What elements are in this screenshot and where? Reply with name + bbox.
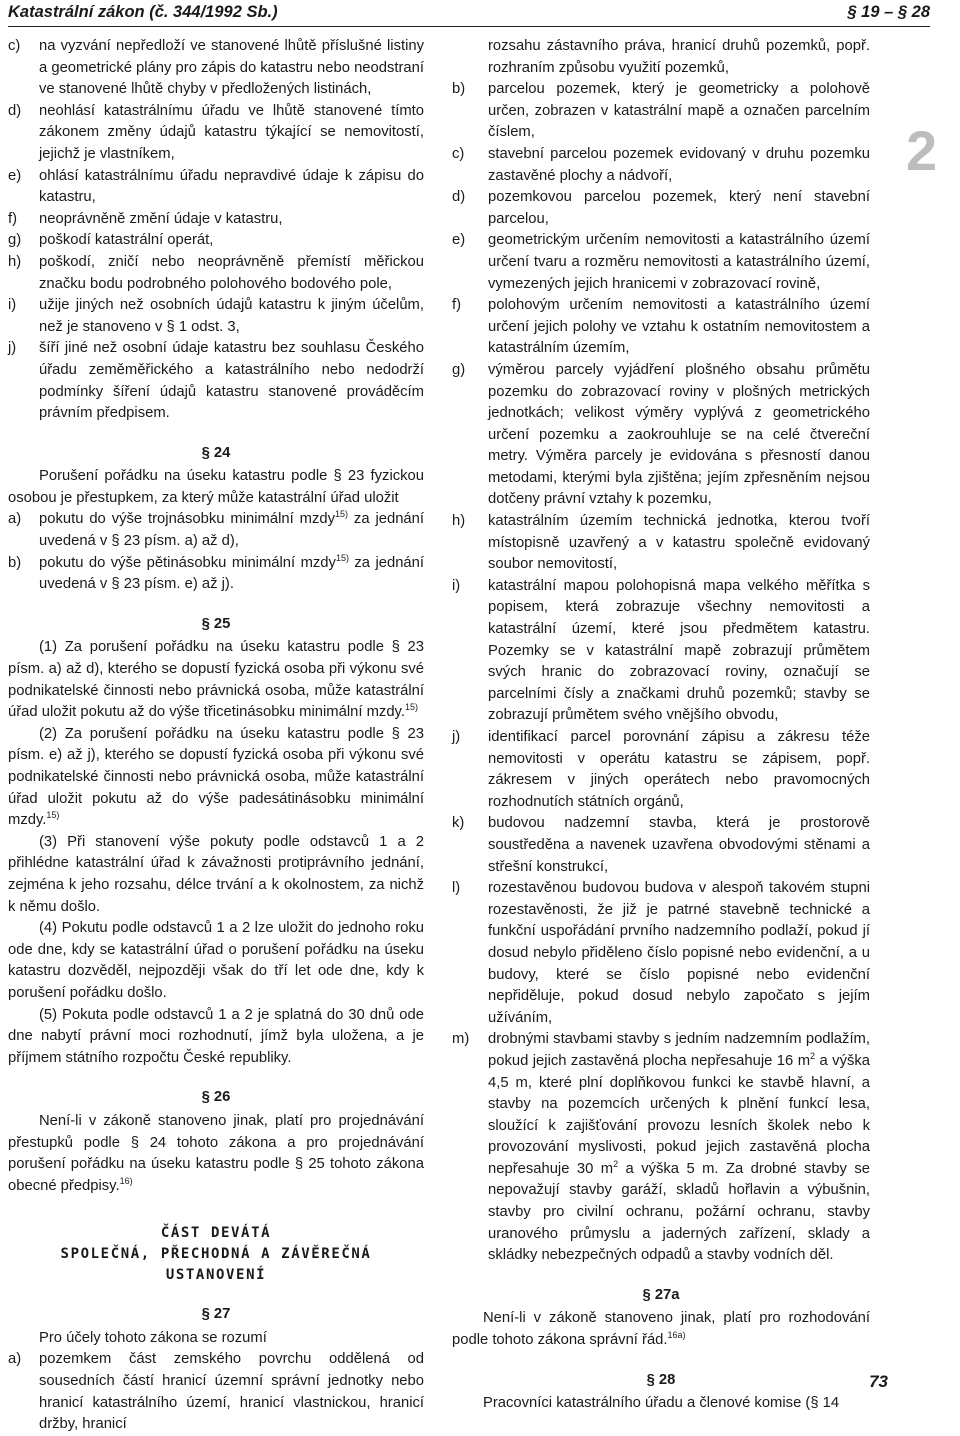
- list-item: [452, 576, 870, 727]
- footnote-ref: 15): [46, 810, 60, 821]
- item-marker: i): [8, 297, 17, 314]
- item-marker: b): [452, 81, 466, 98]
- list-item: [8, 209, 424, 231]
- list-item: [8, 295, 424, 338]
- item-text: katastrálním územím technická jednotka, kterou tvoří místopisně uzavřený a v katastru společně evidovaný soubor nemovitostí,: [488, 513, 870, 573]
- section-title-26: § 26: [201, 1089, 231, 1106]
- running-header: [8, 0, 930, 27]
- list-item-continuation: [452, 36, 870, 79]
- item-marker: f): [8, 210, 18, 227]
- item-text: na vyzvání nepředloží ve stanovené lhůtě příslušné listiny a geometrické plány pro zápis do katastru nebo neodstraní ve stanovené lhůtě chyby v předložených listinách,: [39, 38, 424, 98]
- right-column: [452, 36, 870, 1415]
- item-text: neohlásí katastrálnímu úřadu ve lhůtě stanovené tímto zákonem změny údajů katastru týkající se nemovitostí, jejichž je vlastníkem,: [39, 102, 424, 162]
- paragraph: [452, 1308, 870, 1351]
- item-text: pozemkovou parcelou pozemek, který není stavební parcelou,: [488, 189, 870, 227]
- item-text: rozsahu zástavního práva, hranicí druhů pozemků, popř. rozhraním způsobu využití pozemků,: [488, 38, 870, 76]
- item-marker: k): [452, 815, 465, 832]
- paragraph: Pracovníci katastrálního úřadu a členové komise (§ 14: [483, 1395, 840, 1412]
- item-text: za jednání uvedená v § 23 písm. a) až d),: [39, 511, 424, 550]
- paragraph-text: Není-li v zákoně stanoveno jinak, platí pro projednávání přestupků podle § 24 tohoto zákona a pro projednávání porušení pořádku na úseku katastru podle § 25 tohoto zákona obecné předpisy.: [8, 1112, 424, 1194]
- list-item: [8, 338, 424, 424]
- section-title-27: § 27: [201, 1306, 231, 1323]
- superscript: 2: [613, 1158, 619, 1169]
- item-text: ohlásí katastrálnímu úřadu nepravdivé údaje k zápisu do katastru,: [39, 167, 424, 206]
- section-24-intro: Porušení pořádku na úseku katastru podle § 23 fyzickou osobou je přestupkem, za který může katastrální úřad uložit: [8, 468, 424, 506]
- list-item: [8, 252, 424, 295]
- item-marker: d): [452, 189, 466, 206]
- item-text: za jednání uvedená v § 23 písm. e) až j).: [39, 554, 424, 593]
- footnote-ref: 15): [335, 509, 349, 520]
- list-item: [8, 230, 424, 252]
- list-item: [8, 553, 424, 596]
- item-marker: j): [452, 729, 461, 745]
- item-text: drobnými stavbami stavby s jedním nadzemním podlažím, pokud jejich zastavěná plocha nepřesahuje 16 m: [488, 1031, 870, 1069]
- list-item: [8, 1349, 424, 1435]
- paragraph-text: (2) Za porušení pořádku na úseku katastru podle § 23 písm. e) až j), kterého se dopustí fyzická osoba při výkonu své podnikatelské činnosti nebo právnická osoba, může katastrální úřad uložit pokutu až do výše padesátinásobku minimální mzdy.: [8, 725, 424, 829]
- paragraph-text: (1) Za porušení pořádku na úseku katastru podle § 23 písm. a) až d), kterého se dopustí fyzická osoba při výkonu své podnikatelské činnosti nebo právnická osoba, může katastrální úřad uložit pokutu až do výše třicetinásobku minimální mzdy.: [8, 639, 424, 721]
- paragraph: [8, 724, 424, 832]
- section-title-28: § 28: [646, 1371, 676, 1388]
- item-text: poškodí katastrální operát,: [39, 232, 214, 249]
- part-heading-line-1: ČÁST DEVÁTÁ: [160, 1225, 272, 1242]
- item-marker: f): [452, 297, 462, 314]
- paragraph: (3) Při stanovení výše pokuty podle odstavců 1 a 2 přihlédne katastrální úřad k závažnosti protiprávního jednání, zejména k jeho rozsahu, délce trvání a k okolnostem, za nichž k němu došlo.: [8, 833, 424, 915]
- item-marker: e): [8, 167, 22, 184]
- paragraph-text: Není-li v zákoně stanoveno jinak, platí pro rozhodování podle tohoto zákona správní řád.: [452, 1310, 870, 1349]
- item-text: polohovým určením nemovitosti a katastrálního území určení jejich polohy ve vztahu k ostatním nemovitostem a katastrálním územím,: [488, 297, 870, 357]
- paragraph: [8, 637, 424, 723]
- item-text: pokutu do výše trojnásobku minimální mzdy: [39, 511, 335, 528]
- item-marker: g): [8, 232, 22, 249]
- part-heading-line-2: SPOLEČNÁ, PŘECHODNÁ A ZÁVĚREČNÁ: [60, 1246, 372, 1263]
- chapter-tab-number: 2: [906, 119, 938, 182]
- item-marker: a): [8, 1351, 22, 1368]
- list-item: [8, 509, 424, 552]
- item-marker: e): [452, 232, 466, 249]
- item-text: výměrou parcely vyjádření plošného obsahu průmětu pozemku do zobrazovací roviny v plošných metrických jednotkách; velikost výměry vyplývá z geometrického určení pozemku a zaokrouhluje se na celé čtvereční metry. Výměra parcely je evidována s přesností danou metodami, kterými byla zjištěna; jejím zpřesněním nejsou dotčeny právní vztahy k pozemku,: [488, 361, 870, 508]
- item-marker: h): [8, 253, 22, 270]
- item-text: katastrální mapou polohopisná mapa velkého měřítka s popisem, která zobrazuje všechny nemovitosti a katastrální území, které jsou předmětem katastru. Pozemky se v katastrální mapě zobrazují průmětem svých hranic do zobrazovací roviny, označují se parcelními čísly a značkami druhů pozemků; stavby se zobrazují průmětem svého vnějšího obvodu,: [488, 577, 870, 724]
- footnote-ref: 16a): [667, 1330, 686, 1341]
- footnote-ref: 15): [404, 702, 418, 713]
- paragraph: [8, 1111, 424, 1197]
- list-item: [452, 511, 870, 576]
- left-column: [8, 36, 424, 1436]
- list-item: [452, 360, 870, 511]
- item-text: a výška 5 m. Za drobné stavby se nepovažují stavby garáží, skladů hořlavin a výbušnin, stavby pro civilní ochranu, požární ochranu, stavby uranového průmyslu a jaderných zařízení, sklady a skládky nebezpečných odpadů a stavby vodních děl.: [488, 1160, 870, 1264]
- item-text: budovou nadzemní stavba, která je prostorově soustředěna a navenek uzavřena obvodovými stěnami a střešní konstrukcí,: [488, 815, 870, 875]
- item-marker: d): [8, 102, 22, 119]
- part-heading-line-3: USTANOVENÍ: [165, 1267, 267, 1284]
- header-section-range: § 19 – § 28: [847, 3, 930, 21]
- list-item: [452, 878, 870, 1029]
- section-title-27a: § 27a: [642, 1286, 680, 1303]
- item-marker: b): [8, 554, 22, 571]
- item-marker: l): [452, 880, 461, 897]
- item-text: stavební parcelou pozemek evidovaný v druhu pozemku zastavěné plochy a nádvoří,: [488, 145, 870, 184]
- item-marker: h): [452, 513, 466, 530]
- list-item: [452, 187, 870, 230]
- item-text: geometrickým určením nemovitosti a katastrálního území určení tvaru a rozměru nemovitosti a katastrálního území, vymezených jejich hranicemi v zobrazovací rovině,: [488, 232, 870, 292]
- item-marker: a): [8, 511, 22, 528]
- list-item: [8, 36, 424, 101]
- paragraph: (5) Pokuta podle odstavců 1 a 2 je splatná do 30 dnů ode dne nabytí právní moci rozhodnutí, jímž byla uložena, a je příjmem státního rozpočtu České republiky.: [8, 1006, 424, 1066]
- footnote-ref: 15): [335, 552, 349, 563]
- list-item: [452, 727, 870, 813]
- section-title-25: § 25: [201, 615, 231, 632]
- list-item: [452, 230, 870, 295]
- page-number: 73: [869, 1372, 888, 1391]
- list-item: [452, 144, 870, 187]
- item-text: pozemkem část zemského povrchu oddělená od sousedních částí hranicí územní správní jednotky nebo hranicí katastrálního území, hranicí vlastnickou, hranicí držby, hranicí: [39, 1351, 424, 1433]
- item-text: a výška 4,5 m, které plní doplňkovou funkci ke stavbě hlavní, a stavby na pozemcích určených k plnění funkcí lesa, sloužící k zajišťování provozu lesních školek nebo k provozování myslivosti, pokud jejich zastavěná plocha nepřesahuje 30 m: [488, 1052, 870, 1177]
- item-marker: m): [452, 1031, 470, 1048]
- item-text: identifikací parcel porovnání zápisu a zákresu téže nemovitosti v operátu katastru se zápisem, popř. zákresem v jiných operátech nebo pravomocných rozhodnutích státních orgánů,: [488, 729, 870, 810]
- item-text: užije jiných než osobních údajů katastru k jiným účelům, než je stanoveno v § 1 odst. 3,: [39, 297, 424, 335]
- item-text: rozestavěnou budovou budova v alespoň takovém stupni rozestavěnosti, že již je patrné stavebně technické a funkční uspořádání prvního nadzemního podlaží, pokud jí dosud nebylo přiděleno číslo popisné nebo evidenční, a u budovy, které se číslo popisné nebo evidenční nepřiděluje, pokud dosud nebylo započato s jejím užíváním,: [488, 880, 870, 1026]
- superscript: 2: [810, 1050, 816, 1061]
- item-marker: i): [452, 577, 461, 594]
- header-title: Katastrální zákon (č. 344/1992 Sb.): [8, 3, 278, 21]
- item-text: šíří jiné než osobní údaje katastru bez souhlasu Českého úřadu zeměměřického a katastrálního nebo nedodrží podmínky šíření údajů katastru stanovené prováděcím právním předpisem.: [39, 340, 424, 422]
- item-text: pokutu do výše pětinásobku minimální mzdy: [39, 554, 336, 571]
- list-item: [452, 79, 870, 144]
- list-item: [452, 1029, 870, 1267]
- item-marker: c): [452, 145, 465, 162]
- list-item: [8, 101, 424, 166]
- item-text: parcelou pozemek, který je geometricky a polohově určen, zobrazen v katastrální mapě a označen parcelním číslem,: [488, 81, 870, 141]
- list-item: [452, 813, 870, 878]
- item-marker: g): [452, 361, 466, 378]
- list-item: [452, 295, 870, 360]
- item-marker: c): [8, 38, 21, 54]
- item-text: poškodí, zničí nebo neoprávněně přemístí měřickou značku bodu podrobného polohového bodového pole,: [39, 253, 424, 292]
- list-item: [8, 166, 424, 209]
- footnote-ref: 16): [119, 1175, 133, 1186]
- paragraph: (4) Pokutu podle odstavců 1 a 2 lze uložit do jednoho roku ode dne, kdy se katastrální úřad o porušení pořádku na úseku katastru dozvěděl, nejpozději však do tří let ode dne, kdy k porušení pořádku došlo.: [8, 920, 424, 1001]
- item-text: neoprávněně změní údaje v katastru,: [39, 210, 283, 227]
- section-27-intro: Pro účely tohoto zákona se rozumí: [39, 1329, 267, 1346]
- section-title-24: § 24: [201, 444, 231, 461]
- item-marker: j): [8, 340, 17, 357]
